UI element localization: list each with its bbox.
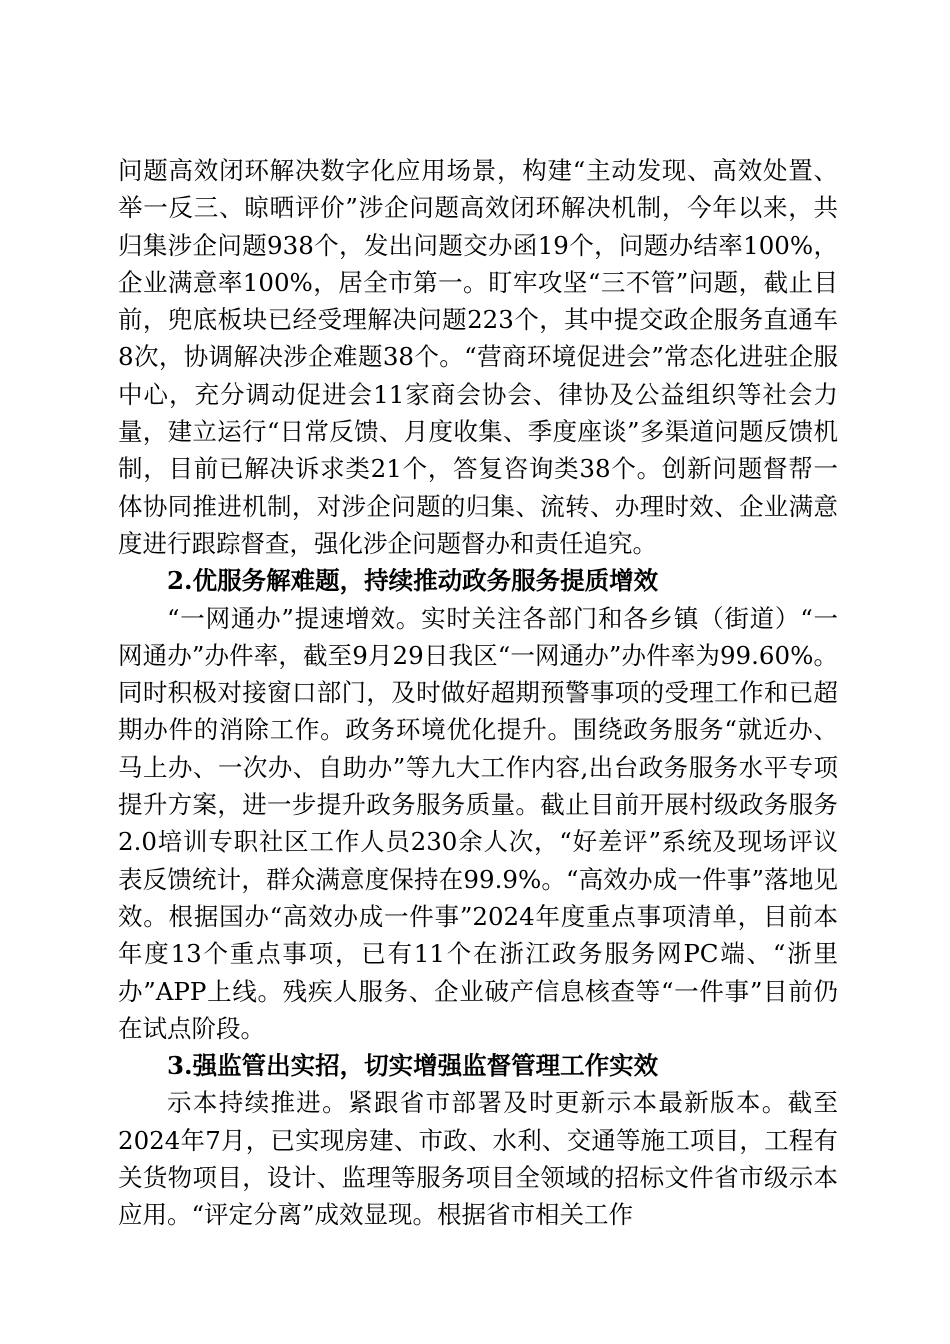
section-heading-2: 2.优服务解难题，持续推动政务服务提质增效	[167, 566, 659, 596]
paragraph-supervision: 示本持续推进。紧跟省市部署及时更新示本最新版本。截至2024年7月，已实现房建、市政、水利、交通等施工项目，工程有关货物项目，设计、监理等服务项目全领域的招标文件省市级示本应用。“评定分离”成效显现。根据省市相关工作	[118, 1088, 838, 1230]
paragraph-problem-resolution: 问题高效闭环解决数字化应用场景，构建“主动发现、高效处置、举一反三、晾晒评价”涉企问题高效闭环解决机制，今年以来，共归集涉企问题938个，发出问题交办函19个，问题办结率100%，企业满意率100%，居全市第一。盯牢攻坚“三不管”问题，截止目前，兜底板块已经受理解决问题223个，其中提交政企服务直通车8次，协调解决涉企难题38个。“营商环境促进会”常态化进驻企服中心，充分调动促进会11家商会协会、律协及公益组织等社会力量，建立运行“日常反馈、月度收集、季度座谈”多渠道问题反馈机制，目前已解决诉求类21个，答复咨询类38个。创新问题督帮一体协同推进机制，对涉企问题的归集、流转、办理时效、企业满意度进行跟踪督查，强化涉企问题督办和责任追究。	[118, 156, 838, 558]
paragraph-government-services: “一网通办”提速增效。实时关注各部门和各乡镇（街道）“一网通办”办件率，截至9月29日我区“一网通办”办件率为99.60%。同时积极对接窗口部门，及时做好超期预警事项的受理工作和已超期办件的消除工作。政务环境优化提升。围绕政务服务“就近办、马上办、一次办、自助办”等九大工作内容,出台政务服务水平专项提升方案，进一步提升政务服务质量。截止目前开展村级政务服务2.0培训专职社区工作人员230余人次，“好差评”系统及现场评议表反馈统计，群众满意度保持在99.9%。“高效办成一件事”落地见效。根据国办“高效办成一件事”2024年度重点事项清单，目前本年度13个重点事项，已有11个在浙江政务服务网PC端、“浙里办”APP上线。残疾人服务、企业破产信息核查等“一件事”目前仍在试点阶段。	[118, 603, 838, 1043]
section-heading-3: 3.强监管出实招，切实增强监督管理工作实效	[167, 1051, 659, 1081]
document-body	[118, 152, 838, 1234]
